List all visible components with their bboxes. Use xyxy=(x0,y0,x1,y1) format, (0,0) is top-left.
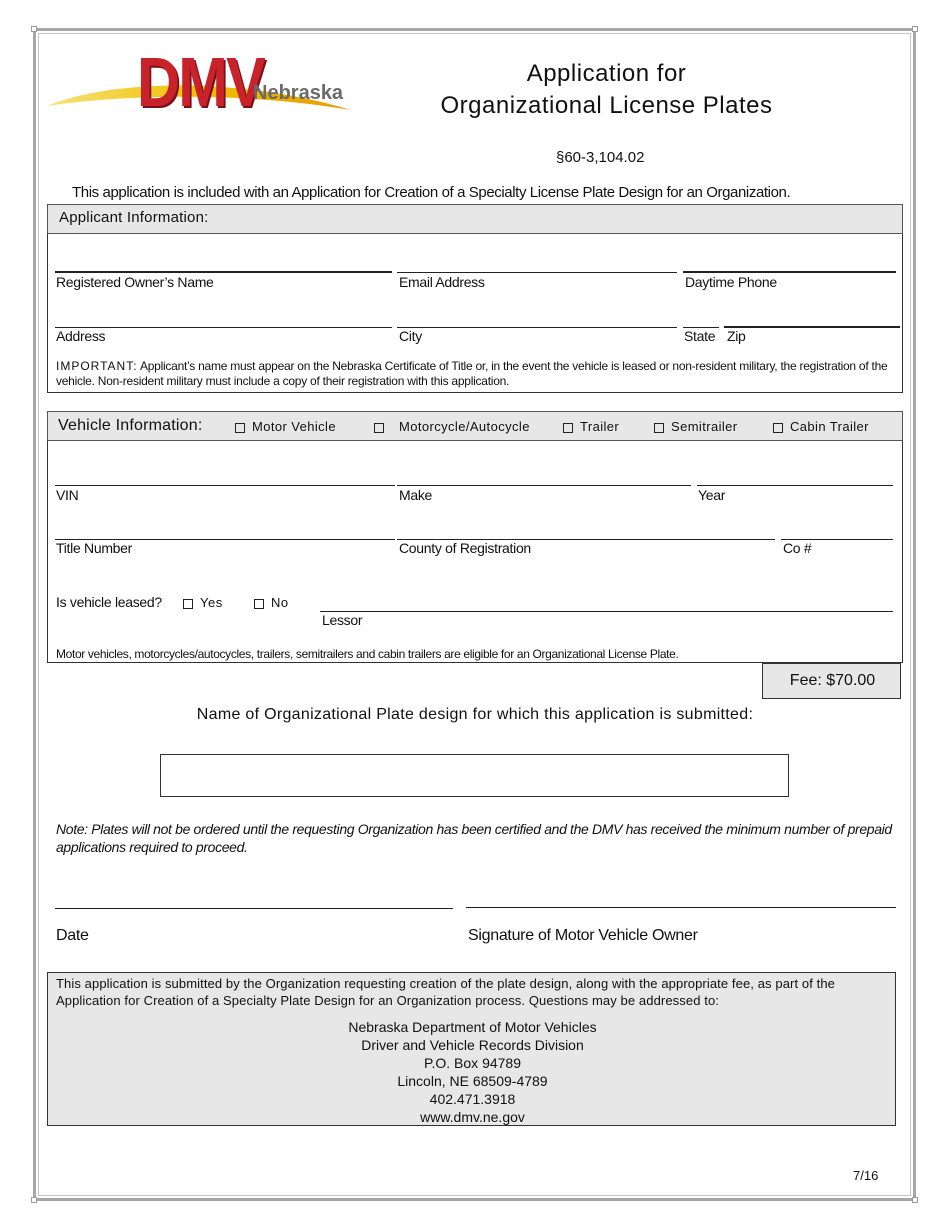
logo-dmv-text: DMV xyxy=(137,43,265,121)
vehicle-heading: Vehicle Information: xyxy=(58,417,203,434)
owner-name-label: Registered Owner’s Name xyxy=(56,274,214,290)
phone-field[interactable] xyxy=(683,271,896,273)
contact-city: Lincoln, NE 68509-4789 xyxy=(397,1073,548,1089)
checkbox[interactable] xyxy=(563,423,573,433)
statute-reference: §60-3,104.02 xyxy=(556,149,645,166)
checkbox[interactable] xyxy=(773,423,783,433)
type-semitrailer[interactable] xyxy=(654,419,738,434)
lessor-label: Lessor xyxy=(322,612,363,628)
city-label: City xyxy=(399,328,422,344)
phone-label: Daytime Phone xyxy=(685,274,777,290)
address-label: Address xyxy=(56,328,106,344)
checkbox[interactable] xyxy=(654,423,664,433)
year-field[interactable] xyxy=(697,485,893,486)
vehicle-section xyxy=(47,411,903,663)
signature-field[interactable] xyxy=(466,907,896,908)
plate-design-input[interactable] xyxy=(160,754,789,797)
lessor-field[interactable] xyxy=(320,611,893,612)
checkbox[interactable] xyxy=(235,423,245,433)
page-title-line1: Application for xyxy=(526,60,687,87)
type-label: Cabin Trailer xyxy=(790,419,869,434)
vin-field[interactable] xyxy=(55,485,395,486)
title-number-label: Title Number xyxy=(56,540,133,556)
checkbox[interactable] xyxy=(374,423,384,433)
email-label: Email Address xyxy=(399,274,485,290)
eligibility-note: Motor vehicles, motorcycles/autocycles, trailers, semitrailers and cabin trailers are eligible for an Organizational License Plate. xyxy=(56,647,679,661)
intro-text: This application is included with an Application for Creation of a Specialty License Plate Design for an Organization. xyxy=(72,184,791,201)
important-notice xyxy=(56,359,898,389)
leased-yes-option[interactable] xyxy=(183,595,223,610)
contact-phone: 402.471.3918 xyxy=(429,1091,516,1107)
type-label: Trailer xyxy=(580,419,620,434)
address-field[interactable] xyxy=(55,327,392,328)
type-motor-vehicle[interactable] xyxy=(235,419,336,434)
important-text: Applicant’s name must appear on the Nebraska Certificate of Title or, in the event the vehicle is leased or non-resident military, the registration of the vehicle. Non-resident military must include a copy of their registration with this application. xyxy=(56,359,888,388)
type-trailer[interactable] xyxy=(563,419,619,434)
contact-website[interactable]: www.dmv.ne.gov xyxy=(420,1109,525,1125)
type-label: Motor Vehicle xyxy=(252,419,336,434)
state-label: State xyxy=(684,328,716,344)
important-label: IMPORTANT: xyxy=(56,359,138,373)
note-text: Note: Plates will not be ordered until the requesting Organization has been certified and the DMV has received the minimum number of prepaid applications required to proceed. xyxy=(56,821,892,855)
contact-info-box xyxy=(47,972,896,1126)
date-field[interactable] xyxy=(55,908,453,909)
zip-field[interactable] xyxy=(724,326,900,328)
leased-no-option[interactable] xyxy=(254,595,289,610)
contact-division: Driver and Vehicle Records Division xyxy=(361,1037,584,1053)
frame-corner xyxy=(31,26,37,32)
email-field[interactable] xyxy=(397,272,677,273)
leased-question: Is vehicle leased? xyxy=(56,594,162,610)
year-label: Year xyxy=(698,487,726,503)
logo-state-text: Nebraska xyxy=(253,82,344,104)
applicant-heading: Applicant Information: xyxy=(59,209,209,226)
plate-design-prompt: Name of Organizational Plate design for which this application is submitted: xyxy=(196,706,754,723)
zip-label: Zip xyxy=(727,328,746,344)
co-num-label: Co # xyxy=(783,540,812,556)
make-field[interactable] xyxy=(397,485,691,486)
frame-corner xyxy=(912,26,918,32)
option-label: No xyxy=(271,595,289,610)
fee-box xyxy=(762,663,901,699)
frame-corner xyxy=(31,1197,37,1203)
vin-label: VIN xyxy=(56,487,79,503)
owner-name-field[interactable] xyxy=(55,271,392,273)
signature-label: Signature of Motor Vehicle Owner xyxy=(468,927,698,944)
contact-dept: Nebraska Department of Motor Vehicles xyxy=(348,1019,597,1035)
frame-corner xyxy=(912,1197,918,1203)
type-motorcycle[interactable] xyxy=(374,419,530,434)
contact-info-text: This application is submitted by the Organization requesting creation of the plate design, along with the appropriate fee, as part of the Application for Creation of a Specialty Plate Design for an Organization process. Questions may be addressed to: xyxy=(56,976,835,1008)
date-label: Date xyxy=(56,927,89,944)
form-version: 7/16 xyxy=(853,1168,879,1183)
fee-amount: Fee: $70.00 xyxy=(789,672,876,689)
checkbox[interactable] xyxy=(254,599,264,609)
dmv-logo xyxy=(45,43,355,134)
city-field[interactable] xyxy=(397,327,677,328)
county-label: County of Registration xyxy=(399,540,531,556)
type-cabin-trailer[interactable] xyxy=(773,419,869,434)
checkbox[interactable] xyxy=(183,599,193,609)
contact-po-box: P.O. Box 94789 xyxy=(423,1055,522,1071)
make-label: Make xyxy=(399,487,433,503)
type-label: Motorcycle/Autocycle xyxy=(399,419,530,434)
option-label: Yes xyxy=(200,595,223,610)
page-title-line2: Organizational License Plates xyxy=(440,92,773,119)
type-label: Semitrailer xyxy=(671,419,738,434)
